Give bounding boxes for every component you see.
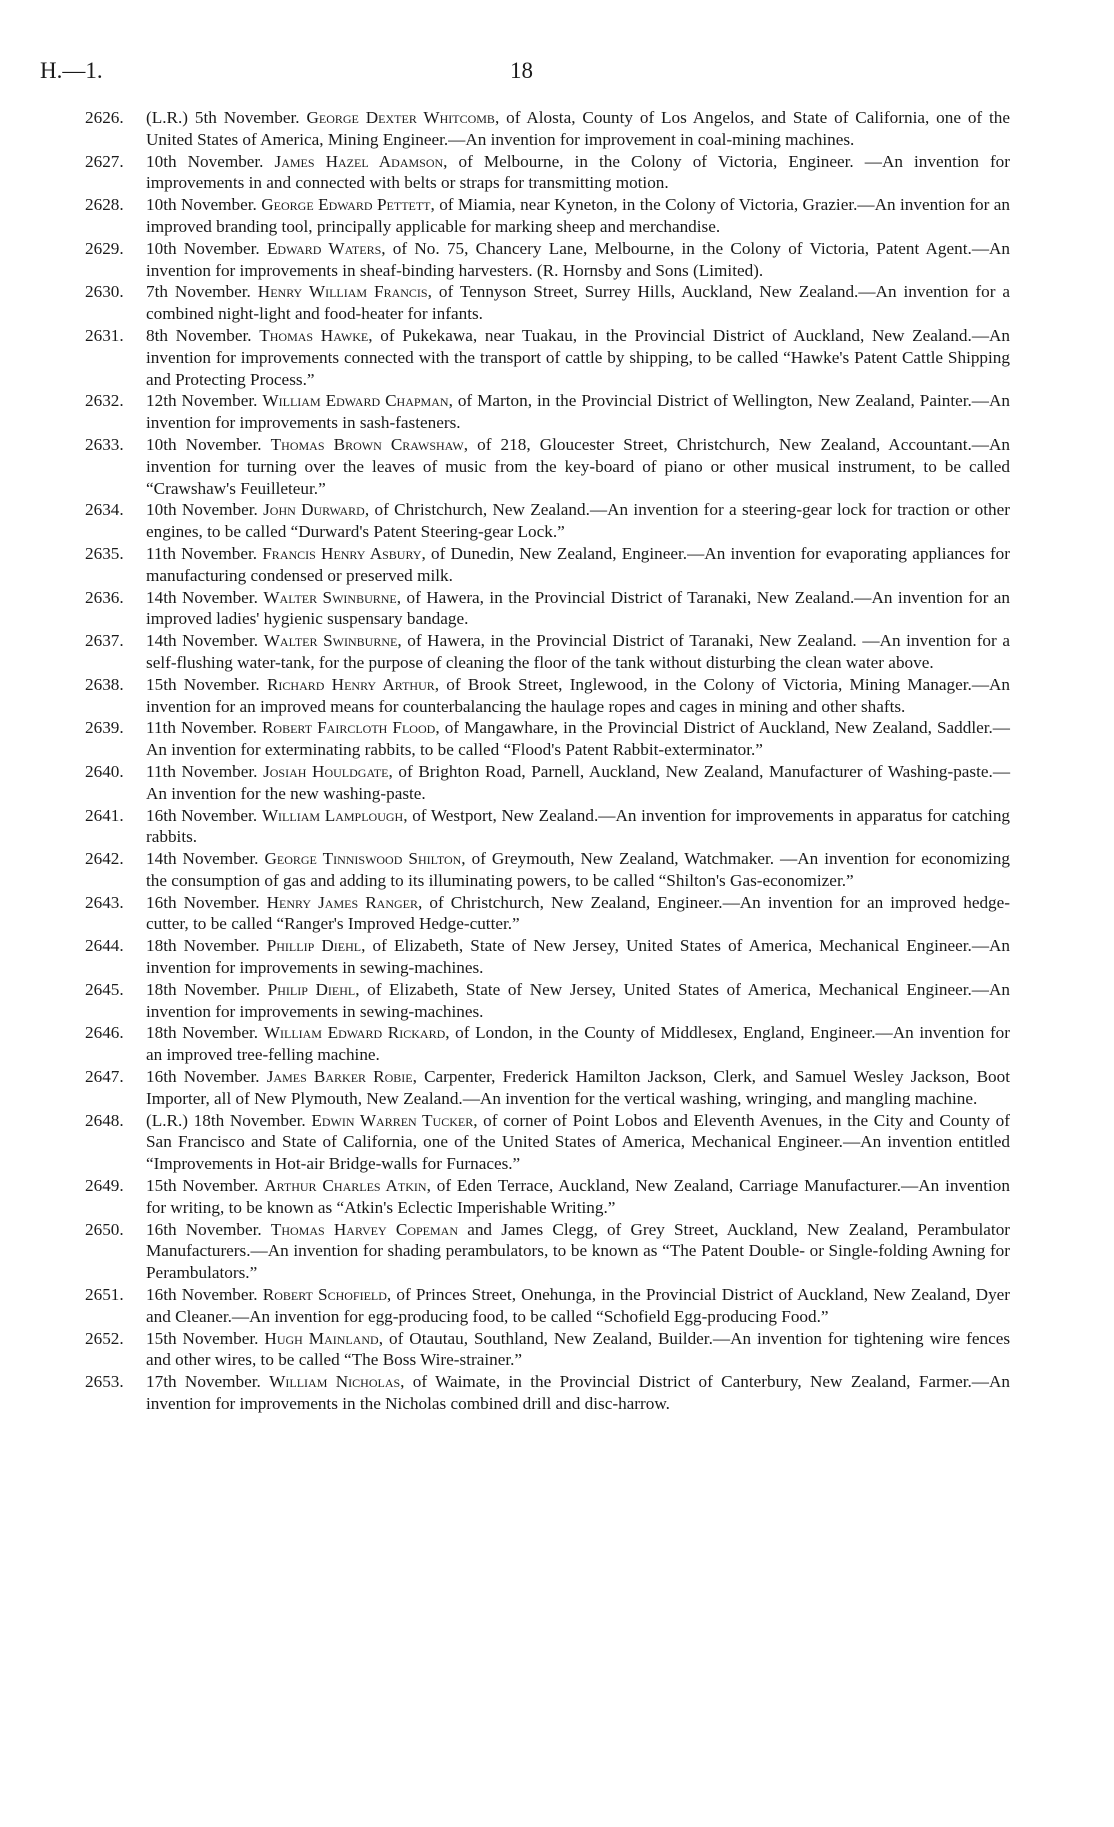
entry-date: 7th November. (146, 282, 251, 302)
applicant-name: Walter Swinburne (263, 631, 398, 651)
entry-date: 11th November. (146, 718, 257, 738)
entry-date: 15th November. (146, 1176, 259, 1196)
entry-description: , of Waimate, in the Provincial District of Canterbury, New Zealand, Farmer.—An invention for improvements in the Nicholas combined drill and disc-harrow. (146, 1372, 1011, 1414)
entry-date: 10th November. (146, 238, 260, 258)
entry-date: 16th November. (146, 805, 258, 825)
entry-number: 2645. (85, 979, 124, 999)
entry-date: 15th November. (146, 674, 260, 694)
entry-description: , of Princes Street, Onehunga, in the Provincial District of Auckland, New Zealand, Dyer and Cleaner.—An invention for egg-producing food, to be called “Schofield Egg-producing Food.” (146, 1285, 1011, 1326)
entry-description: , of Miamia, near Kyneton, in the Colony of Victoria, Grazier.—An invention for an improved branding tool, principally applicable for marking sheep and merchandise. (146, 195, 1010, 236)
entry-date: 11th November. (146, 761, 258, 781)
entry-number: 2649. (85, 1176, 124, 1196)
entry-number: 2640. (85, 761, 124, 781)
entry-date: (L.R.) 18th November. (146, 1110, 306, 1130)
entry-number: 2628. (85, 195, 124, 215)
patent-entry (85, 543, 1010, 587)
patent-entry (85, 390, 1010, 434)
entry-number: 2631. (85, 325, 124, 345)
patent-entry (85, 717, 1010, 761)
entry-date: 12th November. (146, 391, 258, 411)
entry-number: 2652. (85, 1328, 124, 1348)
entry-description: , of Otautau, Southland, New Zealand, Builder.—An invention for tightening wire fences and other wires, to be called “The Boss Wire-strainer.” (146, 1328, 1011, 1370)
applicant-name: George Edward Pettett (261, 195, 431, 215)
applicant-name: Henry William Francis (257, 282, 428, 302)
applicant-name: Philip Diehl (267, 979, 356, 999)
entry-description: , of 218, Gloucester Street, Christchurch, New Zealand, Accountant.—An invention for turning over the leaves of music from the key-board of piano or other musical instrument, to be called “Crawshaw's Feuilleteur.” (146, 434, 1011, 498)
entry-number: 2629. (85, 238, 124, 258)
entry-date: 14th November. (146, 849, 259, 869)
patent-entry (85, 1371, 1010, 1415)
applicant-name: Edward Waters (266, 238, 382, 258)
entry-number: 2638. (85, 674, 124, 694)
applicant-name: Thomas Brown Crawshaw (270, 434, 464, 454)
entry-description: , of Hawera, in the Provincial District of Taranaki, New Zealand.—An invention for an improved ladies' hygienic suspensary bandage. (146, 587, 1010, 629)
entry-description: , of Tennyson Street, Surrey Hills, Auckland, New Zealand.—An invention for a combined night-light and food-heater for infants. (146, 282, 1011, 324)
patent-entry (85, 1066, 1010, 1110)
applicant-name: William Edward Rickard (263, 1023, 446, 1043)
patent-entry (85, 805, 1010, 849)
entry-date: 10th November. (146, 434, 262, 454)
entry-date: 10th November. (146, 500, 258, 520)
applicant-name: John Durward (263, 500, 365, 520)
patent-entry (85, 848, 1010, 892)
entry-number: 2644. (85, 936, 124, 956)
entry-date: 17th November. (146, 1372, 261, 1392)
entry-description: , of Elizabeth, State of New Jersey, United States of America, Mechanical Engineer.—An invention for improvements in sewing-machines. (146, 979, 1010, 1021)
patent-entry (85, 935, 1010, 979)
entry-date: 14th November. (146, 587, 258, 607)
entry-date: 16th November. (146, 1285, 258, 1305)
patent-entry (85, 630, 1010, 674)
entry-number: 2643. (85, 892, 124, 912)
applicant-name: James Barker Robie (266, 1067, 413, 1087)
entry-number: 2650. (85, 1219, 124, 1239)
patent-entry (85, 1110, 1010, 1175)
entry-description: , of Westport, New Zealand.—An invention for improvements in apparatus for catching rabbits. (146, 805, 1011, 847)
entry-number: 2630. (85, 282, 124, 302)
entry-date: 16th November. (146, 1067, 260, 1087)
patent-entry (85, 1328, 1010, 1372)
entry-number: 2639. (85, 718, 124, 738)
entry-description: , of Pukekawa, near Tuakau, in the Provincial District of Auckland, New Zealand.—An invention for improvements connected with the transport of cattle by shipping, to be called “Hawke's Patent Cattle Shipping and Protecting Process.” (146, 325, 1011, 389)
entry-description: , of Eden Terrace, Auckland, New Zealand, Carriage Manufacturer.—An invention for writing, to be known as “Atkin's Eclectic Imperishable Writing.” (146, 1176, 1010, 1217)
entry-description: , of Dunedin, New Zealand, Engineer.—An invention for evaporating appliances for manufacturing condensed or preserved milk. (146, 543, 1011, 585)
entry-description: and James Clegg, of Grey Street, Auckland, New Zealand, Perambulator Manufacturers.—An invention for shading perambulators, to be known as “The Patent Double- or Single-folding Awning for Perambulators.” (146, 1219, 1011, 1283)
patent-entry (85, 761, 1010, 805)
entry-description: , of Alosta, County of Los Angelos, and State of California, one of the United States of America, Mining Engineer.—An invention for improvement in coal-mining machines. (146, 108, 1011, 149)
entry-description: , of Christchurch, New Zealand, Engineer.—An invention for an improved hedge-cutter, to be called “Ranger's Improved Hedge-cutter.” (146, 892, 1010, 934)
patent-entry (85, 674, 1010, 718)
entry-number: 2627. (85, 151, 124, 171)
applicant-name: William Edward Chapman (262, 391, 449, 411)
applicant-name: Edwin Warren Tucker (311, 1110, 474, 1130)
patent-entry (85, 281, 1010, 325)
entry-description: , of No. 75, Chancery Lane, Melbourne, in the Colony of Victoria, Patent Agent.—An invention for improvements in sheaf-binding harvesters. (R. Hornsby and Sons (Limited). (146, 238, 1011, 280)
patent-entry (85, 1219, 1010, 1284)
applicant-name: Henry James Ranger (266, 892, 419, 912)
entry-number: 2646. (85, 1023, 124, 1043)
entry-number: 2634. (85, 500, 124, 520)
entry-description: , Carpenter, Frederick Hamilton Jackson, Clerk, and Samuel Wesley Jackson, Boot Importer, all of New Plymouth, New Zealand.—An invention for the vertical washing, wringing, and mangling machine. (146, 1067, 1011, 1108)
page-number: 18 (510, 58, 533, 83)
applicant-name: Richard Henry Arthur (266, 674, 435, 694)
patent-entry (85, 979, 1010, 1023)
entry-date: 16th November. (146, 892, 260, 912)
applicant-name: Arthur Charles Atkin (264, 1176, 427, 1196)
patent-entry (85, 434, 1010, 499)
entry-date: 8th November. (146, 325, 252, 345)
applicant-name: William Nicholas (269, 1372, 401, 1392)
entry-date: 14th November. (146, 631, 259, 651)
applicant-name: James Hazel Adamson (274, 151, 444, 171)
entry-number: 2647. (85, 1067, 124, 1087)
entry-date: 18th November. (146, 936, 260, 956)
page-header (40, 58, 1015, 88)
patent-entry (85, 194, 1010, 238)
applicant-name: Thomas Hawke (259, 325, 369, 345)
applicant-name: Robert Schofield (262, 1285, 387, 1305)
applicant-name: George Dexter Whitcomb (306, 108, 495, 127)
applicant-name: Robert Faircloth Flood (261, 718, 436, 738)
entry-description: , of Elizabeth, State of New Jersey, United States of America, Mechanical Engineer.—An invention for improvements in sewing-machines. (146, 936, 1011, 978)
entry-number: 2635. (85, 543, 124, 563)
applicant-name: Phillip Diehl (266, 936, 362, 956)
entry-description: , of Christchurch, New Zealand.—An invention for a steering-gear lock for traction or other engines, to be called “Durward's Patent Steering-gear Lock.” (146, 500, 1011, 542)
patent-entry (85, 587, 1010, 631)
entry-description: , of corner of Point Lobos and Eleventh Avenues, in the City and County of San Francisco and State of California, one of the United States of America, Mechanical Engineer.—An invention entitled “Improvements in Hot-air Bridge-walls for Furnaces.” (146, 1110, 1010, 1174)
entry-description: , of Marton, in the Provincial District of Wellington, New Zealand, Painter.—An invention for improvements in sash-fasteners. (146, 391, 1010, 433)
entry-date: 11th November. (146, 543, 258, 563)
patent-entry (85, 892, 1010, 936)
patent-entry (85, 238, 1010, 282)
entry-date: 10th November. (146, 195, 257, 215)
entry-date: 15th November. (146, 1328, 259, 1348)
applicant-name: Hugh Mainland (264, 1328, 379, 1348)
patent-entry (85, 325, 1010, 390)
patent-entries-list (85, 107, 1010, 1415)
entry-date: 10th November. (146, 151, 264, 171)
patent-entry (85, 1022, 1010, 1066)
entry-description: , of Hawera, in the Provincial District of Taranaki, New Zealand. —An invention for a self-flushing water-tank, for the purpose of cleaning the floor of the tank without disturbing the clean water above. (146, 631, 1010, 672)
patent-entry (85, 151, 1010, 195)
entry-date: (L.R.) 5th November. (146, 108, 300, 127)
applicant-name: Walter Swinburne (263, 587, 397, 607)
applicant-name: William Lamplough (261, 805, 404, 825)
entry-description: , of Brighton Road, Parnell, Auckland, New Zealand, Manufacturer of Washing-paste.—An invention for the new washing-paste. (146, 761, 1011, 803)
entry-description: , of Melbourne, in the Colony of Victoria, Engineer. —An invention for improvements in and connected with belts or straps for transmitting motion. (146, 151, 1010, 193)
entry-date: 18th November. (146, 1023, 259, 1043)
entry-date: 18th November. (146, 979, 261, 999)
patent-entry (85, 1284, 1010, 1328)
entry-description: , of Greymouth, New Zealand, Watchmaker. —An invention for economizing the consumption of gas and adding to its illuminating powers, to be called “Shilton's Gas-economizer.” (146, 849, 1010, 890)
patent-entry (85, 107, 1010, 151)
entry-number: 2653. (85, 1372, 124, 1392)
entry-number: 2633. (85, 434, 124, 454)
entry-number: 2632. (85, 391, 124, 411)
entry-description: , of Mangawhare, in the Provincial District of Auckland, New Zealand, Saddler.—An invention for exterminating rabbits, to be called “Flood's Patent Rabbit-exterminator.” (146, 718, 1010, 760)
patent-entry (85, 1175, 1010, 1219)
entry-number: 2642. (85, 849, 124, 869)
entry-date: 16th November. (146, 1219, 262, 1239)
entry-description: , of London, in the County of Middlesex, England, Engineer.—An invention for an improved tree-felling machine. (146, 1023, 1010, 1065)
applicant-name: Thomas Harvey Copeman (270, 1219, 458, 1239)
applicant-name: Josiah Houldgate (263, 761, 389, 781)
entry-number: 2651. (85, 1285, 124, 1305)
patent-entry (85, 499, 1010, 543)
applicant-name: Francis Henry Asbury (262, 543, 422, 563)
applicant-name: George Tinniswood Shilton (264, 849, 462, 869)
entry-number: 2626. (85, 108, 124, 127)
entry-number: 2641. (85, 805, 124, 825)
header-reference: H.—1. (40, 58, 103, 83)
entry-number: 2648. (85, 1110, 124, 1130)
entry-description: , of Brook Street, Inglewood, in the Colony of Victoria, Mining Manager.—An invention for an improved means for counterbalancing the haulage ropes and cages in mining and other shafts. (146, 674, 1011, 716)
entry-number: 2636. (85, 587, 124, 607)
entry-number: 2637. (85, 631, 124, 651)
